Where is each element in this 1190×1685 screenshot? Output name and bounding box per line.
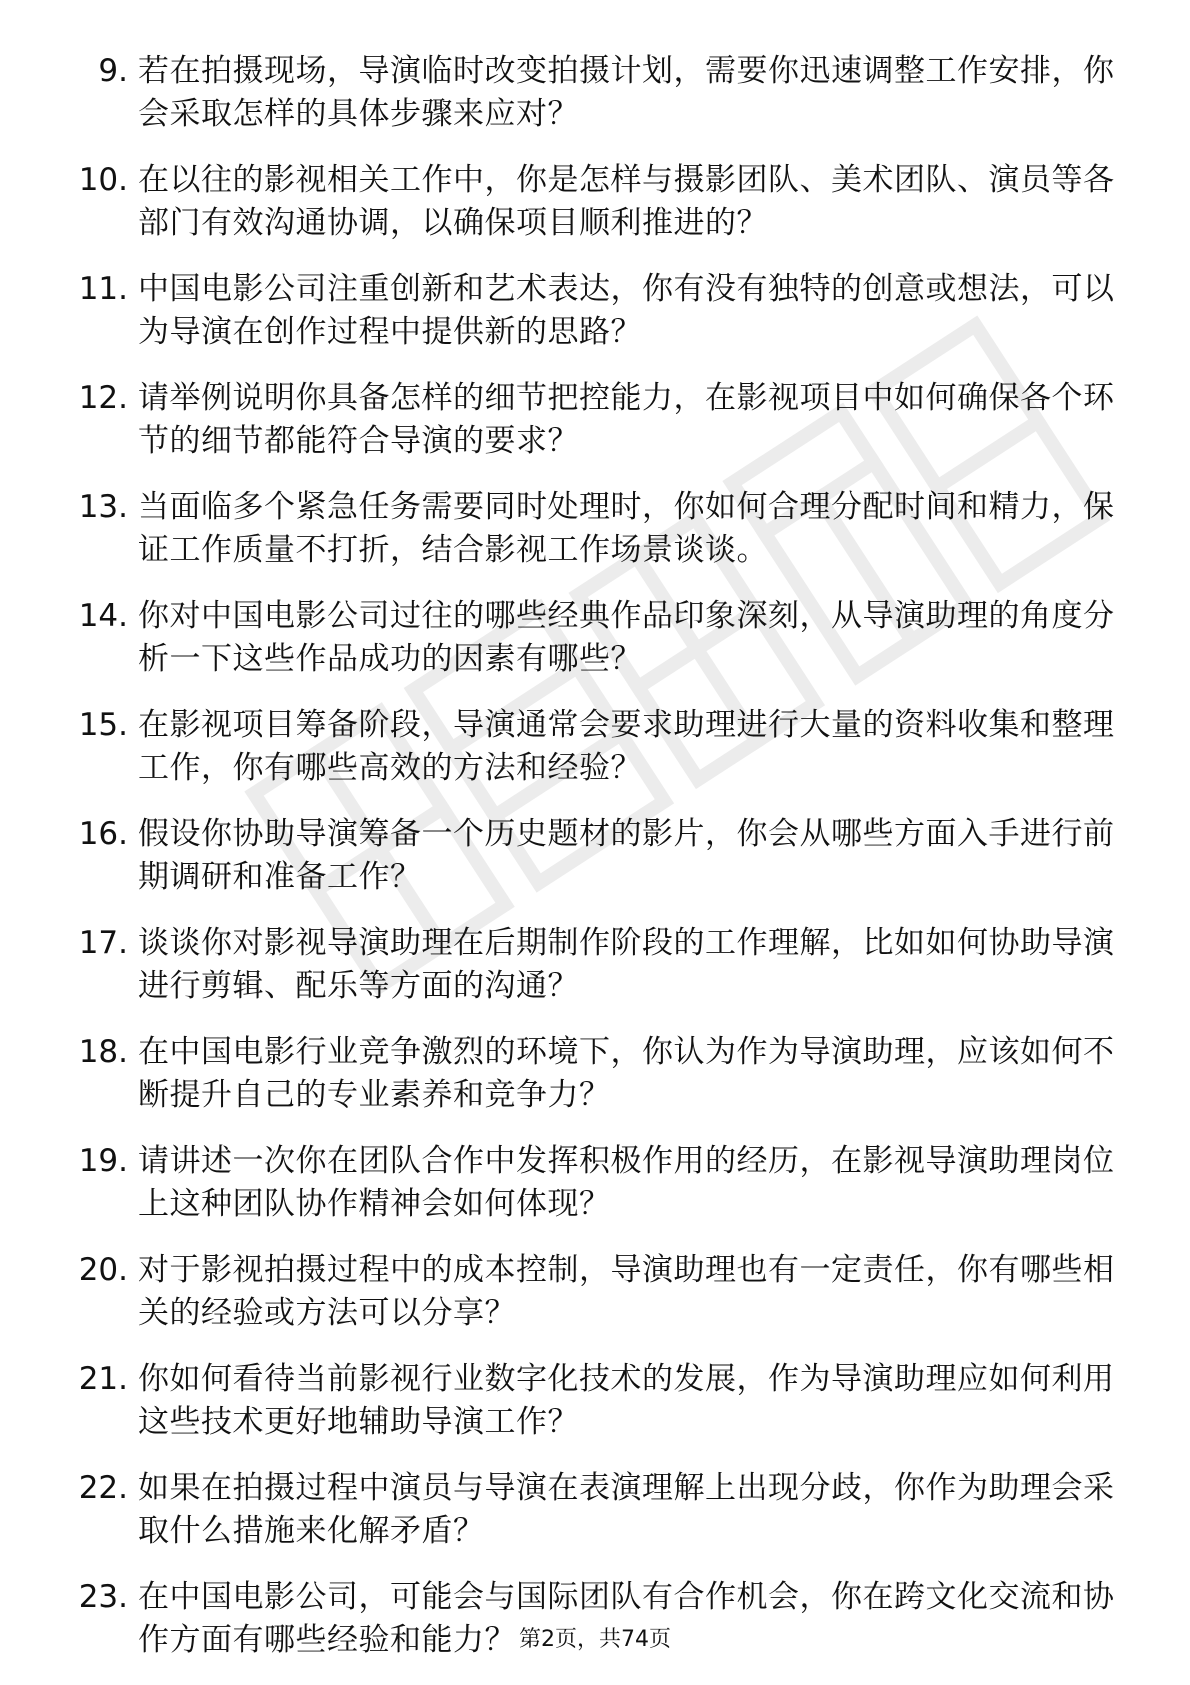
list-item [60, 595, 1120, 681]
list-item [60, 486, 1120, 572]
list-item [60, 50, 1120, 136]
question-text: 中国电影公司注重创新和艺术表达，你有没有独特的创意或想法，可以为导演在创作过程中提供新的思路？ [138, 271, 1115, 350]
question-text: 若在拍摄现场，导演临时改变拍摄计划，需要你迅速调整工作安排，你会采取怎样的具体步骤来应对？ [138, 53, 1115, 132]
list-item [60, 159, 1120, 245]
list-item [60, 1358, 1120, 1444]
list-item [60, 922, 1120, 1008]
question-text: 请举例说明你具备怎样的细节把控能力，在影视项目中如何确保各个环节的细节都能符合导演的要求？ [138, 380, 1115, 459]
page-number-label: 第2页，共74页 [519, 1627, 671, 1652]
question-number: 9. [98, 53, 128, 89]
page-footer [0, 1622, 1190, 1653]
list-item [60, 1031, 1120, 1117]
question-text: 谈谈你对影视导演助理在后期制作阶段的工作理解，比如如何协助导演进行剪辑、配乐等方面的沟通？ [138, 925, 1115, 1004]
question-text: 在中国电影公司，可能会与国际团队有合作机会，你在跨文化交流和协作方面有哪些经验和能力？ [138, 1579, 1115, 1658]
question-number: 21. [78, 1361, 128, 1397]
question-number: 17. [78, 925, 128, 961]
question-text: 如果在拍摄过程中演员与导演在表演理解上出现分歧，你作为助理会采取什么措施来化解矛盾？ [138, 1470, 1115, 1549]
question-number: 11. [78, 271, 128, 307]
question-number: 22. [78, 1470, 128, 1506]
list-item [60, 1140, 1120, 1226]
question-number: 14. [78, 598, 128, 634]
question-text: 你如何看待当前影视行业数字化技术的发展，作为导演助理应如何利用这些技术更好地辅助导演工作？ [138, 1361, 1115, 1440]
question-text: 假设你协助导演筹备一个历史题材的影片，你会从哪些方面入手进行前期调研和准备工作？ [138, 816, 1115, 895]
question-number: 16. [78, 816, 128, 852]
question-text: 当面临多个紧急任务需要同时处理时，你如何合理分配时间和精力，保证工作质量不打折，结合影视工作场景谈谈。 [138, 489, 1115, 568]
question-number: 13. [78, 489, 128, 525]
list-item [60, 268, 1120, 354]
question-list [60, 50, 1120, 1685]
question-text: 对于影视拍摄过程中的成本控制，导演助理也有一定责任，你有哪些相关的经验或方法可以分享？ [138, 1252, 1115, 1331]
list-item [60, 1249, 1120, 1335]
question-text: 在以往的影视相关工作中，你是怎样与摄影团队、美术团队、演员等各部门有效沟通协调，以确保项目顺利推进的？ [138, 162, 1115, 241]
question-text: 在影视项目筹备阶段，导演通常会要求助理进行大量的资料收集和整理工作，你有哪些高效的方法和经验？ [138, 707, 1115, 786]
list-item [60, 1467, 1120, 1553]
question-number: 18. [78, 1034, 128, 1070]
list-item [60, 813, 1120, 899]
question-text: 在中国电影行业竞争激烈的环境下，你认为作为导演助理，应该如何不断提升自己的专业素养和竞争力？ [138, 1034, 1115, 1113]
question-number: 10. [78, 162, 128, 198]
list-item [60, 704, 1120, 790]
question-number: 19. [78, 1143, 128, 1179]
list-item [60, 377, 1120, 463]
question-text: 请讲述一次你在团队合作中发挥积极作用的经历，在影视导演助理岗位上这种团队协作精神会如何体现？ [138, 1143, 1115, 1222]
question-number: 15. [78, 707, 128, 743]
question-number: 12. [78, 380, 128, 416]
question-number: 23. [78, 1579, 128, 1615]
question-text: 你对中国电影公司过往的哪些经典作品印象深刻，从导演助理的角度分析一下这些作品成功的因素有哪些？ [138, 598, 1115, 677]
question-number: 20. [78, 1252, 128, 1288]
